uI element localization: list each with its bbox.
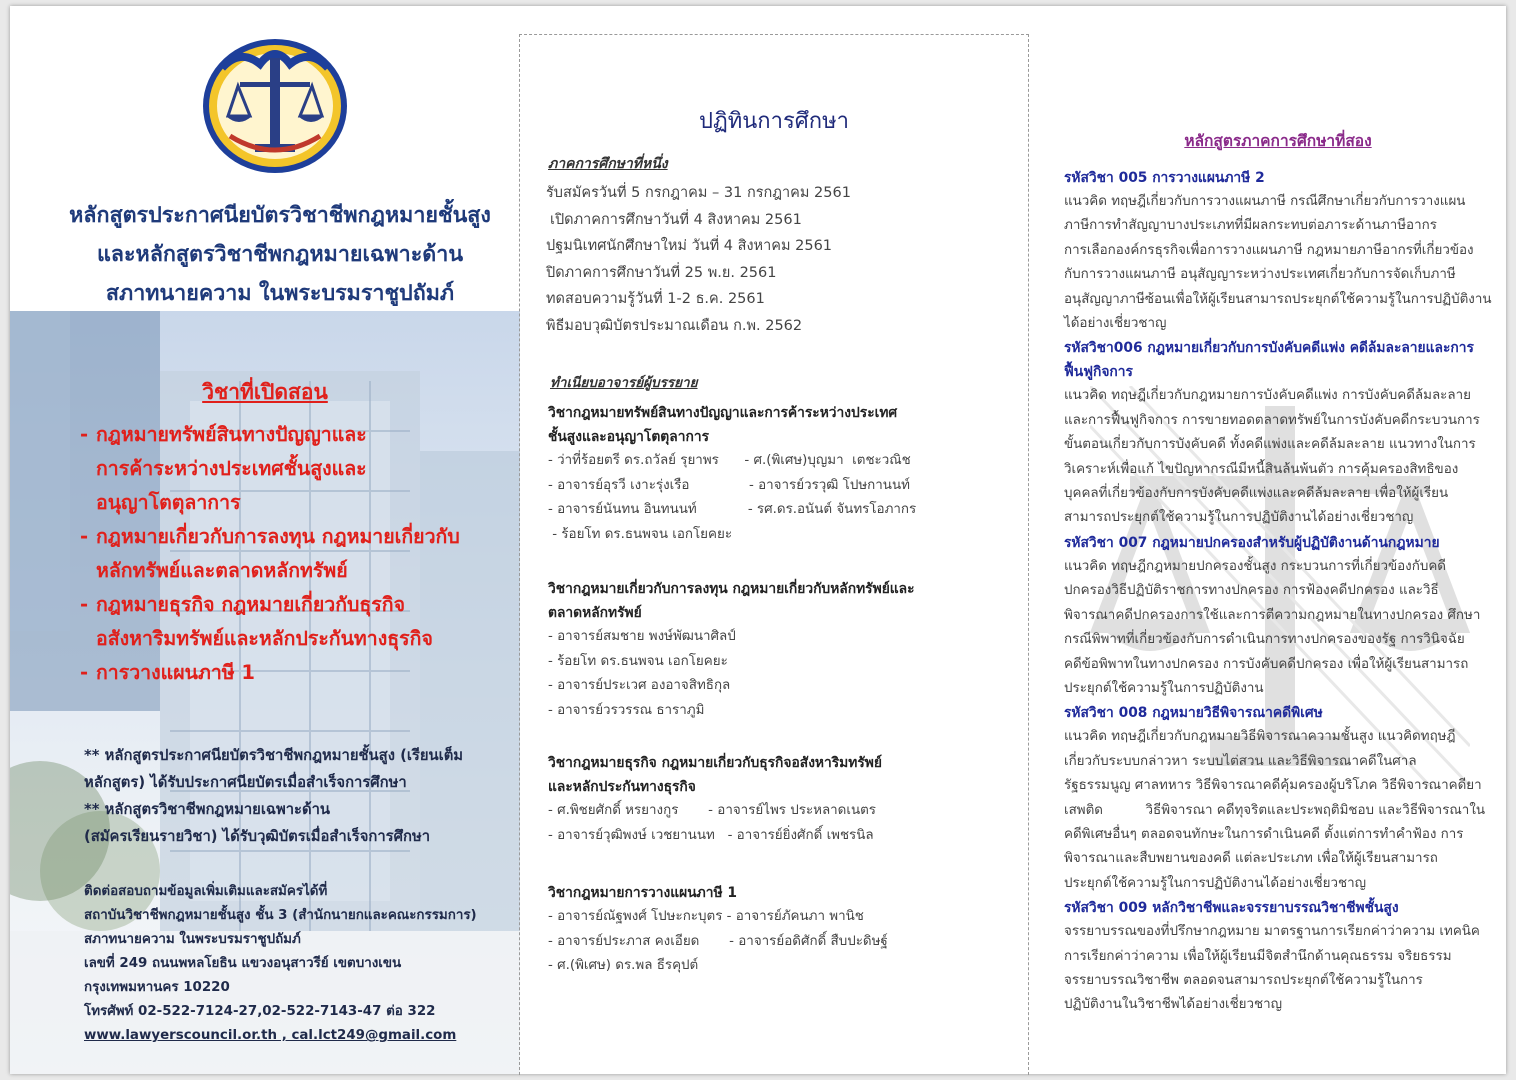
subjects-heading: วิชาที่เปิดสอน (202, 380, 328, 404)
course-desc-line: การเลือกองค์กรธุรกิจเพื่อการวางแผนภาษี กฎหมายภาษีอากรที่เกี่ยวข้อง (1064, 242, 1474, 258)
lecturer-line: - อาจารย์อุรวี เงาะรุ่งเรือ - อาจารย์วรวุฒิ โปษกานนท์ (548, 477, 910, 493)
subject-line: หลักทรัพย์และตลาดหลักทรัพย์ (96, 559, 348, 582)
course-desc-line: สามารถประยุกต์ใช้ความรู้ในการปฏิบัติงานได้อย่างเชี่ยวชาญ (1064, 510, 1414, 526)
note-line: ** หลักสูตรประกาศนียบัตรวิชาชีพกฎหมายชั้นสูง (เรียนเต็ม (84, 747, 464, 764)
subject-line: การวางแผนภาษี 1 (96, 661, 255, 684)
subject-item: - กฎหมายเกี่ยวกับการลงทุน กฎหมายเกี่ยวกับ หลักทรัพย์และตลาดหลักทรัพย์ (80, 520, 510, 588)
course-desc-line: ขั้นตอนเกี่ยวกับการบังคับคดี ทั้งคดีแพ่งและคดีล้มละลาย แนวทางในการ (1064, 437, 1476, 453)
contact-line: สถาบันวิชาชีพกฎหมายชั้นสูง ชั้น 3 (สำนักนายกและคณะกรรมการ) (84, 908, 477, 923)
course-desc-line: ได้อย่างเชี่ยวชาญ (1064, 316, 1167, 332)
course-desc-line: จรรยาบรรณวิชาชีพ ตลอดจนสามารถประยุกต์ใช้ความรู้ในการ (1064, 972, 1423, 988)
course-description-block (1064, 701, 1496, 896)
contact-line: ติดต่อสอบถามข้อมูลเพิ่มเติมและสมัครได้ที่ (84, 884, 328, 899)
course-name: ตลาดหลักทรัพย์ (548, 605, 642, 621)
course-title (30, 196, 520, 313)
contact-line: กรุงเทพมหานคร 10220 (84, 980, 230, 995)
course-name: วิชากฎหมายการวางแผนภาษี 1 (548, 885, 737, 901)
course-description-block (1064, 166, 1496, 336)
course-code-title: รหัสวิชา 007 กฎหมายปกครองสำหรับผู้ปฏิบัติงานด้านกฎหมาย (1064, 534, 1440, 551)
lecturer-line: - ร้อยโท ดร.ธนพจน เอกโยคยะ (548, 526, 733, 542)
calendar-item: เปิดภาคการศึกษาวันที่ 4 สิงหาคม 2561 (550, 211, 802, 228)
semester-heading: ภาคการศึกษาที่หนึ่ง (548, 156, 668, 172)
website-email-link[interactable]: www.lawyerscouncil.or.th , cal.lct249@gmail.com (84, 1028, 457, 1043)
lecturer-course-block (548, 881, 1008, 979)
subject-line: กฎหมายเกี่ยวกับการลงทุน กฎหมายเกี่ยวกับ (96, 525, 460, 548)
course-desc-line: กับการวางแผนภาษี อนุสัญญาระหว่างประเทศเกี่ยวกับการจัดเก็บภาษี (1064, 267, 1456, 283)
subject-item: - กฎหมายธุรกิจ กฎหมายเกี่ยวกับธุรกิจ อสังหาริมทรัพย์และหลักประกันทางธุรกิจ (80, 588, 510, 656)
course-code-title: ฟื้นฟูกิจการ (1064, 364, 1133, 381)
course-title-line: หลักสูตรประกาศนียบัตรวิชาชีพกฎหมายชั้นสูง (69, 203, 491, 228)
course-description-block (1064, 531, 1496, 701)
calendar-item: ปิดภาคการศึกษาวันที่ 25 พ.ย. 2561 (546, 264, 777, 281)
lecturer-line: - อาจารย์วุฒิพงษ์ เวชยานนท - อาจารย์ยิ่งศักดิ์ เพชรนิล (548, 827, 874, 843)
certificate-notes (84, 742, 514, 850)
course-name: วิชากฎหมายธุรกิจ กฎหมายเกี่ยวกับธุรกิจอสังหาริมทรัพย์ (548, 755, 882, 771)
contact-line: เลขที่ 249 ถนนพหลโยธิน แขวงอนุสาวรีย์ เขตบางเขน (84, 956, 402, 971)
calendar-item: พิธีมอบวุฒิบัตรประมาณเดือน ก.พ. 2562 (546, 317, 803, 334)
course-title-line: สภาทนายความ ในพระบรมราชูปถัมภ์ (105, 281, 455, 306)
course-name: และหลักประกันทางธุรกิจ (548, 779, 696, 795)
course-desc-line: ประยุกต์ใช้ความรู้ในการปฏิบัติงานได้อย่างเชี่ยวชาญ (1064, 875, 1367, 891)
lecturer-course-block (548, 401, 1008, 547)
lawyers-council-logo-icon (200, 36, 350, 176)
course-desc-line: แนวคิด ทฤษฎีเกี่ยวกับการวางแผนภาษี กรณีศึกษาเกี่ยวกับการวางแผน (1064, 194, 1466, 209)
course-code-title: รหัสวิชา 005 การวางแผนภาษี 2 (1064, 170, 1265, 186)
course-desc-line: วิเคราะห์เพื่อแก้ ไขปัญหากรณีมีหนี้สินล้นพ้นตัว การคุ้มครองสิทธิของ (1064, 461, 1459, 477)
contact-line: โทรศัพท์ 02-522-7124-27,02-522-7143-47 ต่อ 322 (84, 1004, 436, 1019)
middle-panel (519, 34, 1029, 1075)
subject-item: - กฎหมายทรัพย์สินทางปัญญาและ การค้าระหว่างประเทศชั้นสูงและ อนุญาโตตุลาการ (80, 418, 510, 520)
course-code-title: รหัสวิชา 009 หลักวิชาชีพและจรรยาบรรณวิชาชีพชั้นสูง (1064, 900, 1399, 917)
course-desc-line: เสพติด วิธีพิจารณา คดีทุจริตและประพฤติมิชอบ และวิธีพิจารณาใน (1064, 802, 1486, 818)
course-desc-line: การเรียกค่าว่าความ เพื่อให้ผู้เรียนมีจิตสำนึกด้านคุณธรรม จริยธรรม (1064, 948, 1452, 964)
calendar-item: ทดสอบความรู้วันที่ 1-2 ธ.ค. 2561 (546, 291, 765, 307)
lecturer-line: - ร้อยโท ดร.ธนพจน เอกโยคยะ (548, 653, 728, 669)
course-code-title: รหัสวิชา 008 กฎหมายวิธีพิจารณาคดีพิเศษ (1064, 705, 1323, 722)
course-description-block (1064, 896, 1496, 1018)
calendar-title: ปฏิทินการศึกษา (699, 109, 849, 134)
course-desc-line: เกี่ยวกับระบบกล่าวหา ระบบไต่สวน และวิธีพิจารณาคดีในศาล (1064, 753, 1417, 769)
calendar-item: รับสมัครวันที่ 5 กรกฎาคม – 31 กรกฎาคม 2561 (546, 185, 851, 201)
lecturer-line: - อาจารย์วรวรรณ ธาราภูมิ (548, 702, 705, 718)
course-description-block (1064, 336, 1496, 530)
lecturer-line: - อาจารย์สมชาย พงษ์พัฒนาศิลป์ (548, 629, 736, 644)
lecturer-line: - ศ.(พิเศษ) ดร.พล ธีรคุปต์ (548, 958, 699, 973)
calendar-item: ปฐมนิเทศนักศึกษาใหม่ วันที่ 4 สิงหาคม 2561 (546, 238, 833, 254)
course-desc-line: พิจารณาคดีปกครองการใช้และการตีความกฎหมายในทางปกครอง ศึกษา (1064, 607, 1481, 623)
course-desc-line: รัฐธรรมนูญ ศาลทหาร วิธีพิจารณาคดีคุ้มครองผู้บริโภค วิธีพิจารณาคดียา (1064, 778, 1482, 794)
lecturers-heading: ทำเนียบอาจารย์ผู้บรรยาย (550, 375, 698, 391)
lecturer-line: - ศ.พิชยศักดิ์ หรยางกูร - อาจารย์ไพร ประหลาดเนตร (548, 803, 876, 818)
course-desc-line: แนวคิด ทฤษฎีกฎหมายปกครองชั้นสูง กระบวนการที่เกี่ยวข้องกับคดี (1064, 558, 1446, 574)
course-desc-line: ภาษีการทำสัญญาบางประเภทที่มีผลกระทบต่อภาระด้านภาษีอากร (1064, 218, 1437, 234)
note-line: (สมัครเรียนรายวิชา) ได้รับวุฒิบัตรเมื่อสำเร็จการศึกษา (84, 828, 431, 845)
course-desc-line: จรรยาบรรณของที่ปรึกษากฎหมาย มาตรฐานการเรียกค่าว่าความ เทคนิค (1064, 924, 1480, 940)
subject-line: กฎหมายธุรกิจ กฎหมายเกี่ยวกับธุรกิจ (96, 593, 406, 616)
course-title-line: และหลักสูตรวิชาชีพกฎหมายเฉพาะด้าน (96, 242, 464, 267)
course-desc-line: และการฟื้นฟูกิจการ การขายทอดตลาดทรัพย์ในการบังคับคดีกระบวนการ (1064, 412, 1480, 428)
course-desc-line: แนวคิด ทฤษฎีเกี่ยวกับกฎหมายการบังคับคดีแพ่ง การบังคับคดีล้มละลาย (1064, 388, 1471, 404)
right-panel (1050, 6, 1506, 1074)
contact-info (84, 880, 514, 1048)
course-code-title: รหัสวิชา006 กฎหมายเกี่ยวกับการบังคับคดีแพ่ง คดีล้มละลายและการ (1064, 340, 1474, 357)
course-name: ชั้นสูงและอนุญาโตตุลาการ (548, 429, 709, 445)
course-desc-line: อนุสัญญาภาษีซ้อนเพื่อให้ผู้เรียนสามารถประยุกต์ใช้ความรู้ในการปฏิบัติงาน (1064, 291, 1492, 307)
course-desc-line: ปกครองวิธีปฏิบัติราชการทางปกครอง การฟ้องคดีปกครอง และวิธี (1064, 583, 1439, 599)
course-name: วิชากฎหมายเกี่ยวกับการลงทุน กฎหมายเกี่ยวกับหลักทรัพย์และ (548, 581, 915, 597)
contact-line: สภาทนายความ ในพระบรมราชูปถัมภ์ (84, 932, 301, 947)
second-semester-courses (1064, 166, 1496, 1018)
course-desc-line: กรณีพิพาทที่เกี่ยวข้องกับการดำเนินการทางปกครองของรัฐ การวินิจฉัย (1064, 632, 1465, 648)
subject-line: การค้าระหว่างประเทศชั้นสูงและ (96, 457, 367, 480)
course-desc-line: ประยุกต์ใช้ความรู้ในการปฏิบัติงาน (1064, 680, 1264, 696)
course-desc-line: คดีข้อพิพาทในทางปกครอง การบังคับคดีปกครอง เพื่อให้ผู้เรียนสามารถ (1064, 656, 1469, 672)
second-semester-heading: หลักสูตรภาคการศึกษาที่สอง (1184, 132, 1372, 150)
subject-line: อสังหาริมทรัพย์และหลักประกันทางธุรกิจ (96, 627, 433, 650)
lecturer-line: - อาจารย์นันทน อินทนนท์ - รศ.ดร.อนันต์ จันทรโอภากร (548, 502, 917, 517)
note-line: ** หลักสูตรวิชาชีพกฎหมายเฉพาะด้าน (84, 801, 331, 818)
lecturer-line: - อาจารย์ประภาส คงเอียด - อาจารย์อดิศักดิ์ สืบปะดิษฐ์ (548, 933, 888, 949)
course-desc-line: ปฏิบัติงานในวิชาชีพได้อย่างเชี่ยวชาญ (1064, 997, 1283, 1013)
note-line: หลักสูตร) ได้รับประกาศนียบัตรเมื่อสำเร็จการศึกษา (84, 774, 407, 791)
course-desc-line: คดีพิเศษอื่นๆ ตลอดจนทักษะในการดำเนินคดี ตั้งแต่การทำคำฟ้อง การ (1064, 826, 1464, 842)
lecturer-line: - อาจารย์ณัฐพงศ์ โปษะกะบุตร - อาจารย์ภัคนภา พานิช (548, 909, 864, 924)
course-desc-line: แนวคิด ทฤษฎีเกี่ยวกับกฎหมายวิธีพิจารณาความชั้นสูง แนวคิดทฤษฎี (1064, 729, 1456, 745)
brochure-sheet (10, 6, 1506, 1074)
subject-line: กฎหมายทรัพย์สินทางปัญญาและ (96, 423, 367, 446)
lecturer-line: - อาจารย์ประเวศ องอาจสิทธิกุล (548, 678, 731, 693)
lecturer-line: - ว่าที่ร้อยตรี ดร.ถวัลย์ รุยาพร - ศ.(พิเศษ)บุญมา เตชะวณิช (548, 453, 911, 468)
course-desc-line: บุคคลที่เกี่ยวข้องกับการบังคับคดีแพ่งและคดีล้มละลาย เพื่อให้ผู้เรียน (1064, 486, 1449, 502)
left-panel (10, 6, 520, 1074)
subject-item: - การวางแผนภาษี 1 (80, 661, 255, 684)
lecturer-course-block (548, 577, 1008, 723)
lecturer-course-block (548, 751, 1008, 848)
subject-line: อนุญาโตตุลาการ (96, 491, 241, 514)
course-name: วิชากฎหมายทรัพย์สินทางปัญญาและการค้าระหว่างประเทศ (548, 405, 898, 421)
calendar-list (546, 180, 1006, 339)
subjects-list (80, 418, 510, 690)
course-desc-line: พิจารณาและสืบพยานของคดี แต่ละประเภท เพื่อให้ผู้เรียนสามารถ (1064, 851, 1438, 867)
